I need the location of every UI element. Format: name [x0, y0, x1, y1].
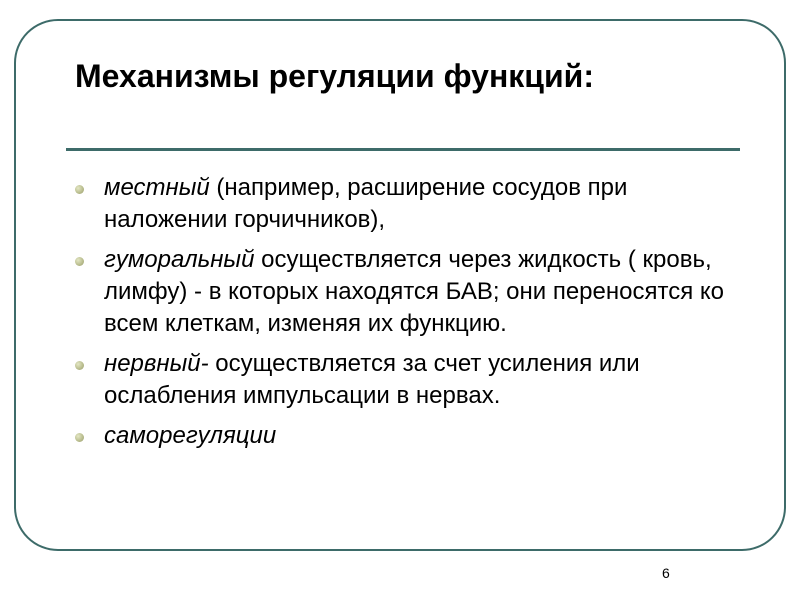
bullet-item-local: [72, 172, 752, 236]
slide-title: Механизмы регуляции функций:: [75, 58, 594, 94]
bullet-term: гуморальный: [104, 246, 255, 273]
bullet-dot-icon: [75, 361, 84, 370]
page-number: 6: [662, 565, 670, 581]
bullet-term: местный: [104, 174, 210, 201]
bullet-dot-icon: [75, 433, 84, 442]
bullet-text: (например, расширение сосудов при наложении горчичников),: [104, 174, 628, 233]
bullet-list: [72, 172, 752, 460]
bullet-text: осуществляется за счет усиления или ослабления импульсации в нервах.: [104, 350, 640, 409]
bullet-item-nervous: [72, 348, 752, 412]
bullet-text: осуществляется через жидкость ( кровь, лимфу) - в которых находятся БАВ; они переносятся ко всем клеткам, изменяя их функцию.: [104, 246, 724, 337]
bullet-term: саморегуляции: [104, 422, 277, 449]
bullet-item-humoral: [72, 244, 752, 340]
bullet-dot-icon: [75, 257, 84, 266]
title-divider: [66, 148, 740, 151]
bullet-dot-icon: [75, 185, 84, 194]
bullet-term: нервный-: [104, 350, 209, 377]
bullet-item-selfregulation: [72, 420, 752, 452]
